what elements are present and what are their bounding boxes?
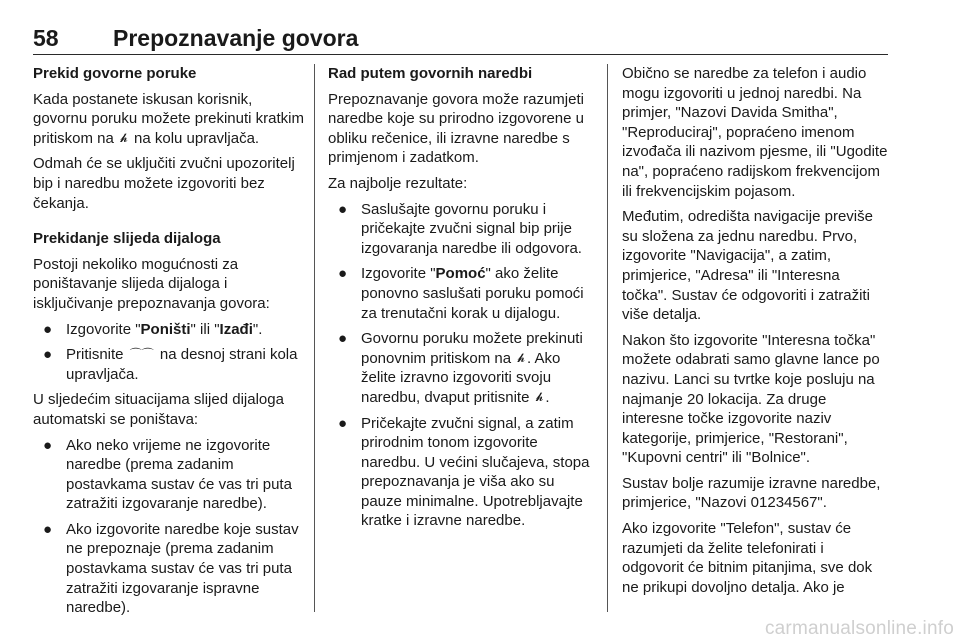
- steering-talk-icon: 𝓱︎: [120, 130, 128, 145]
- list-item: ● Izgovorite "Poništi" ili "Izađi".: [43, 320, 263, 338]
- bullet-list: [33, 320, 305, 385]
- list-item: ● Govornu poruku možete prekinuti ponovnim pritiskom na 𝓱︎ . Ako želite izravno izgovoriti svoju naredbu, dvaput pritisnite 𝓱︎ .: [338, 330, 583, 406]
- paragraph: Za najbolje rezultate:: [328, 174, 468, 192]
- page-header: [33, 22, 888, 55]
- list-item: ● Izgovorite "Pomoć" ako želite ponovno saslušati poruku pomoći za trenutačni korak u dijalogu.: [338, 265, 584, 322]
- bullet-list: [328, 200, 590, 532]
- section-heading: Rad putem govornih naredbi: [328, 65, 533, 82]
- paragraph: Prepoznavanje govora može razumjeti naredbe koje su prirodno izgovorene u obliku rečenice, ili izravne naredbe s primjenom i zadatkom.: [328, 90, 585, 167]
- section-heading: Prekid govorne poruke: [33, 65, 197, 82]
- paragraph: Ako izgovorite "Telefon", sustav će razumjeti da želite telefonirati i odgovorit će bitnim pitanjima, sve dok ne prikupi dovoljno detalja. Ako je: [622, 520, 873, 596]
- list-item: ● Ako neko vrijeme ne izgovorite naredbe (prema zadanim postavkama sustav će vas tri puta zatražiti izgovaranje naredbe).: [43, 436, 292, 513]
- steering-talk-icon: 𝓱︎: [517, 350, 526, 365]
- paragraph: Međutim, odredišta navigacije previše su složena za jednu naredbu. Prvo, izgovorite "Navigacija", a zatim, primjerice, "Adresa" ili "Interesna točka". Sustav će odgovoriti i zatražiti više detalja.: [622, 208, 873, 324]
- bullet-list: [33, 436, 305, 618]
- list-item: ● Pričekajte zvučni signal, a zatim prirodnim tonom izgovorite naredbu. U većini slučajeva, stopa prepoznavanja je viša ako su pauze minimalne. Upotrebljavajte kratke i izravne naredbe.: [338, 414, 590, 530]
- paragraph: U sljedećim situacijama slijed dijaloga automatski se poništava:: [33, 391, 284, 428]
- page-number: 58: [33, 25, 59, 51]
- column-divider: [607, 64, 608, 612]
- paragraph: Sustav bolje razumije izravne naredbe, primjerice, "Nazovi 01234567".: [622, 474, 881, 512]
- steering-talk-icon: 𝓱︎: [535, 389, 544, 404]
- list-item: ● Pritisnite ⌒⌒ na desnoj strani kola upravljača.: [43, 346, 298, 383]
- column-left: [33, 64, 305, 624]
- list-item: ● Ako izgovorite naredbe koje sustav ne prepoznaje (prema zadanim postavkama sustav će vas tri puta zatražiti izgovaranje ispravne naredbe).: [43, 520, 299, 617]
- paragraph: Nakon što izgovorite "Interesna točka" možete odabrati samo glavne lance po nazivu. Lanci su tvrtke koje posluju na najmanje 20 lokacija. Za druge interesne točke izgovorite naziv kategorije, primjerice, "Restorani", "Kupovni centri" ili "Bolnice".: [622, 331, 880, 467]
- paragraph: Obično se naredbe za telefon i audio mogu izgovoriti u jednoj naredbi. Na primjer, "Nazovi Davida Smitha", "Reproduciraj", popraćeno imenom izvođača ili nazivom pjesme, ili "Ugodite na", popraćeno radijskom frekvencijom ili frekvencijskim pojasom.: [622, 65, 888, 200]
- paragraph: Kada postanete iskusan korisnik, govornu poruku možete prekinuti kratkim pritiskom na 𝓱︎ na kolu upravljača.: [33, 90, 304, 147]
- paragraph: Postoji nekoliko mogućnosti za poništavanje slijeda dijaloga i isključivanje prepoznavanja govora:: [33, 255, 270, 312]
- list-item: ● Saslušajte govornu poruku i pričekajte zvučni signal bip prije izgovaranja naredbe ili odgovora.: [338, 200, 582, 257]
- paragraph: Odmah će se uključiti zvučni upozoritelj bip i naredbu možete izgovoriti bez čekanja.: [33, 155, 295, 212]
- page-title: Prepoznavanje govora: [113, 25, 359, 51]
- watermark: carmanualsonline.info: [764, 618, 954, 639]
- column-right: [622, 64, 888, 603]
- column-middle: [328, 64, 590, 537]
- section-heading: Prekidanje slijeda dijaloga: [33, 230, 221, 248]
- column-divider: [314, 64, 315, 612]
- hang-up-icon: ⌒⌒: [129, 347, 154, 362]
